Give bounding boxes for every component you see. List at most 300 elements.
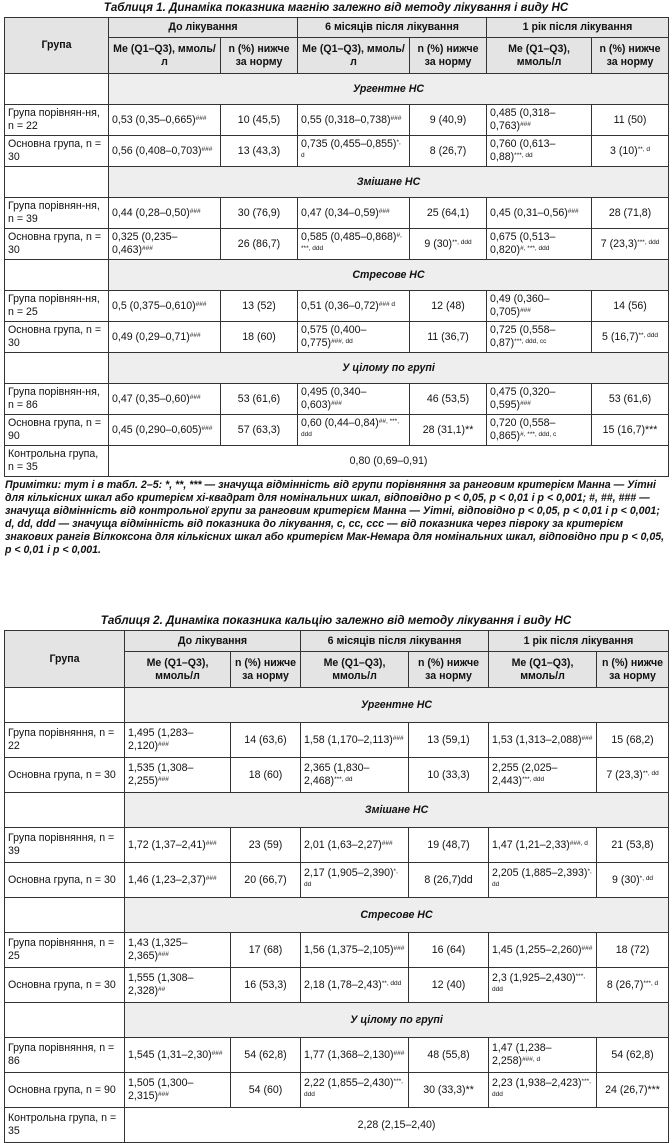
significance-marker: #, ***, ddd, c bbox=[520, 431, 557, 439]
group-cell bbox=[5, 260, 109, 291]
group-cell: Основна група, n = 30 bbox=[5, 968, 125, 1003]
cell-value: 0,47 (0,34–0,59) bbox=[301, 206, 379, 219]
cell-value: 2,365 (1,830–2,468) bbox=[304, 762, 370, 788]
section-title: Ургентне НС bbox=[125, 688, 669, 723]
significance-marker: ### bbox=[195, 114, 207, 122]
count-cell bbox=[221, 415, 298, 446]
table-row bbox=[5, 933, 669, 968]
cell-value: 0,45 (0,290–0,605) bbox=[112, 423, 202, 436]
count-cell bbox=[597, 1073, 669, 1108]
significance-marker: ### bbox=[381, 839, 393, 847]
cell-value: 0,735 (0,455–0,855) bbox=[301, 138, 397, 151]
cell-value: 16 (53,3) bbox=[244, 978, 287, 991]
table2-caption: Таблиця 2. Динаміка показника кальцію залежно від методу лікування і виду НС bbox=[100, 614, 572, 628]
section-row bbox=[5, 353, 669, 384]
significance-marker: ### bbox=[211, 1049, 223, 1057]
count-cell bbox=[221, 291, 298, 322]
cell-value: 0,49 (0,29–0,71) bbox=[112, 330, 190, 343]
cell-value: 15 (16,7)*** bbox=[602, 423, 658, 436]
cell-value: 2,01 (1,63–2,27) bbox=[304, 838, 382, 851]
cell-value: 2,17 (1,905–2,390) bbox=[304, 867, 394, 880]
median-cell bbox=[298, 322, 410, 353]
control-label: Контрольна група, n = 35 bbox=[5, 446, 109, 477]
cell-value: 0,55 (0,318–0,738) bbox=[301, 113, 391, 126]
median-cell bbox=[301, 723, 409, 758]
significance-marker: **, d bbox=[637, 145, 651, 153]
count-cell bbox=[409, 828, 489, 863]
group-cell: Основна група, n = 30 bbox=[5, 229, 109, 260]
cell-value: 54 (60) bbox=[248, 1083, 283, 1096]
table-row bbox=[5, 198, 669, 229]
count-cell bbox=[592, 105, 669, 136]
significance-marker: ### d bbox=[378, 300, 396, 308]
header-before: До лікування bbox=[109, 18, 298, 38]
table2 bbox=[4, 630, 669, 1143]
significance-marker: **, ddd bbox=[452, 238, 472, 246]
significance-marker: ### bbox=[189, 331, 201, 339]
header-1-year: 1 рік після лікування bbox=[487, 18, 669, 38]
table-row bbox=[5, 758, 669, 793]
cell-value: 1,72 (1,37–2,41) bbox=[128, 838, 206, 851]
significance-marker: ### bbox=[392, 734, 404, 742]
count-cell bbox=[597, 758, 669, 793]
significance-marker: ### bbox=[393, 1049, 405, 1057]
count-cell bbox=[410, 229, 487, 260]
cell-value: 10 (33,3) bbox=[427, 768, 470, 781]
group-cell bbox=[5, 688, 125, 723]
group-cell: Основна група, n = 30 bbox=[5, 863, 125, 898]
median-cell bbox=[489, 1038, 597, 1073]
count-cell bbox=[231, 863, 301, 898]
header-me: Me (Q1–Q3), ммоль/л bbox=[298, 38, 410, 74]
cell-value: 2,255 (2,025–2,443) bbox=[492, 762, 558, 788]
count-cell bbox=[221, 136, 298, 167]
header-me: Me (Q1–Q3), ммоль/л bbox=[109, 38, 221, 74]
cell-value: 3 (10) bbox=[610, 144, 638, 157]
table1 bbox=[4, 17, 669, 477]
cell-value: 13 (43,3) bbox=[237, 144, 281, 157]
cell-value: 1,43 (1,325–2,365) bbox=[128, 937, 188, 963]
median-cell bbox=[298, 105, 410, 136]
header-me: Me (Q1–Q3), ммоль/л bbox=[489, 652, 597, 688]
count-cell bbox=[410, 198, 487, 229]
cell-value: 0,720 (0,558–0,865) bbox=[490, 417, 556, 443]
cell-value: 19 (48,7) bbox=[427, 838, 470, 851]
median-cell bbox=[109, 229, 221, 260]
cell-value: 0,325 (0,235–0,463) bbox=[112, 231, 178, 257]
cell-value: 1,77 (1,368–2,130) bbox=[304, 1048, 394, 1061]
count-cell bbox=[410, 105, 487, 136]
cell-value: 30 (33,3)** bbox=[423, 1083, 474, 1096]
cell-value: 0,675 (0,513–0,820) bbox=[490, 231, 556, 257]
significance-marker: ***, dd bbox=[514, 152, 533, 160]
section-title: Стресове НС bbox=[109, 260, 669, 291]
cell-value: 0,475 (0,320–0,595) bbox=[490, 386, 556, 412]
cell-value: 0,47 (0,35–0,60) bbox=[112, 392, 190, 405]
significance-marker: ### bbox=[520, 307, 531, 315]
cell-value: 1,535 (1,308–2,255) bbox=[128, 762, 194, 788]
section-row bbox=[5, 898, 669, 933]
significance-marker: ### bbox=[393, 944, 405, 952]
notes-text: тут і в табл. 2–5: *, **, *** — значуща відмінність від групи порівняння за ранговим критерієм Манна — Уітні для кількісних шкал або критерієм хі-квадрат для номінальних шкал, відповідно p < 0,05, p < 0,01 і p < 0,001; #, ##, ### — значуща відмінність від контрольної групи за ранговим критерієм Манна — Уітні, відповідно p < 0,05, p < 0,01 і p < 0,001; d, dd, ddd — значуща відмінність від показника до лікування, c, cc, ccc — від показника через півроку за критерієм знакових рангів Вілкоксона для кількісних шкал або критерієм Мак-Немара для номінальних шкал, відповідно при p < 0,05, p < 0,01 і p < 0,001. bbox=[5, 479, 665, 557]
cell-value: 17 (68) bbox=[248, 943, 283, 956]
median-cell bbox=[109, 291, 221, 322]
control-label: Контрольна група, n = 35 bbox=[5, 1108, 125, 1143]
median-cell bbox=[298, 136, 410, 167]
section-title: Ургентне НС bbox=[109, 74, 669, 105]
count-cell bbox=[592, 136, 669, 167]
significance-marker: ### bbox=[158, 776, 169, 784]
significance-marker: ### bbox=[520, 400, 531, 408]
significance-marker: ### bbox=[158, 741, 169, 749]
header-group: Група bbox=[5, 18, 109, 74]
significance-marker: ### bbox=[581, 734, 593, 742]
count-cell bbox=[597, 723, 669, 758]
cell-value: 0,44 (0,28–0,50) bbox=[112, 206, 190, 219]
cell-value: 1,45 (1,255–2,260) bbox=[492, 943, 582, 956]
count-cell bbox=[231, 1073, 301, 1108]
group-cell: Група порівняння, n = 22 bbox=[5, 723, 125, 758]
header-n: n (%) нижче за норму bbox=[231, 652, 301, 688]
count-cell bbox=[231, 933, 301, 968]
significance-marker: **, dd bbox=[642, 769, 659, 777]
count-cell bbox=[221, 105, 298, 136]
significance-marker: ### bbox=[378, 207, 390, 215]
header-n: n (%) нижче за норму bbox=[592, 38, 669, 74]
count-cell bbox=[597, 1038, 669, 1073]
cell-value: 48 (55,8) bbox=[427, 1048, 470, 1061]
control-row bbox=[5, 1108, 669, 1143]
section-title: Стресове НС bbox=[125, 898, 669, 933]
median-cell bbox=[489, 723, 597, 758]
cell-value: 54 (62,8) bbox=[611, 1048, 654, 1061]
cell-value: 24 (26,7)*** bbox=[605, 1083, 660, 1096]
count-cell bbox=[409, 863, 489, 898]
header-n: n (%) нижче за норму bbox=[409, 652, 489, 688]
cell-value: 0,5 (0,375–0,610) bbox=[112, 299, 196, 312]
significance-marker: ***, d bbox=[643, 979, 659, 987]
median-cell bbox=[301, 933, 409, 968]
section-row bbox=[5, 688, 669, 723]
table-row bbox=[5, 828, 669, 863]
count-cell bbox=[231, 758, 301, 793]
cell-value: 0,585 (0,485–0,868) bbox=[301, 231, 397, 244]
cell-value: 14 (63,6) bbox=[244, 733, 287, 746]
significance-marker: ### bbox=[331, 400, 342, 408]
significance-marker: *, dd bbox=[639, 874, 654, 882]
median-cell bbox=[301, 828, 409, 863]
significance-marker: ##, ***, ddd bbox=[301, 418, 400, 439]
median-cell bbox=[298, 229, 410, 260]
median-cell bbox=[125, 758, 231, 793]
cell-value: 2,205 (1,885–2,393) bbox=[492, 867, 588, 880]
significance-marker: ###, dd bbox=[331, 338, 353, 346]
significance-marker: ###, d bbox=[522, 1056, 541, 1064]
cell-value: 0,60 (0,44–0,84) bbox=[301, 417, 379, 430]
significance-marker: ***, ddd, cc bbox=[514, 338, 547, 346]
header-1-year: 1 рік після лікування bbox=[489, 631, 669, 652]
median-cell bbox=[301, 863, 409, 898]
cell-value: 9 (30) bbox=[424, 237, 453, 250]
cell-value: 0,760 (0,613–0,88) bbox=[490, 138, 556, 164]
count-cell bbox=[410, 136, 487, 167]
cell-value: 5 (16,7) bbox=[602, 330, 639, 343]
control-value: 2,28 (2,15–2,40) bbox=[125, 1108, 669, 1143]
header-6-months: 6 місяців після лікування bbox=[298, 18, 487, 38]
table-row bbox=[5, 105, 669, 136]
median-cell bbox=[109, 384, 221, 415]
significance-marker: ### bbox=[158, 1091, 169, 1099]
group-cell bbox=[5, 793, 125, 828]
significance-marker: ### bbox=[201, 424, 213, 432]
median-cell bbox=[489, 968, 597, 1003]
table-row bbox=[5, 229, 669, 260]
significance-marker: ***, ddd bbox=[492, 1078, 591, 1099]
count-cell bbox=[597, 828, 669, 863]
median-cell bbox=[487, 384, 592, 415]
significance-marker: #, ***, ddd bbox=[520, 245, 550, 253]
median-cell bbox=[487, 136, 592, 167]
median-cell bbox=[125, 1073, 231, 1108]
significance-marker: ### bbox=[189, 393, 201, 401]
cell-value: 53 (61,6) bbox=[608, 392, 652, 405]
table1-notes bbox=[5, 479, 667, 557]
cell-value: 28 (71,8) bbox=[608, 206, 652, 219]
cell-value: 1,46 (1,23–2,37) bbox=[128, 873, 206, 886]
cell-value: 1,47 (1,21–2,33) bbox=[492, 838, 570, 851]
cell-value: 0,56 (0,408–0,703) bbox=[112, 144, 202, 157]
control-row bbox=[5, 446, 669, 477]
group-cell bbox=[5, 167, 109, 198]
group-cell bbox=[5, 1003, 125, 1038]
table-row bbox=[5, 863, 669, 898]
group-cell: Група порівнян-ня, n = 86 bbox=[5, 384, 109, 415]
group-cell: Основна група, n = 30 bbox=[5, 322, 109, 353]
significance-marker: ### bbox=[205, 839, 217, 847]
cell-value: 1,495 (1,283–2,120) bbox=[128, 727, 194, 753]
count-cell bbox=[597, 863, 669, 898]
significance-marker: ### bbox=[205, 874, 217, 882]
median-cell bbox=[489, 828, 597, 863]
median-cell bbox=[109, 322, 221, 353]
cell-value: 18 (60) bbox=[248, 768, 283, 781]
median-cell bbox=[125, 1038, 231, 1073]
median-cell bbox=[298, 384, 410, 415]
count-cell bbox=[409, 1038, 489, 1073]
section-row bbox=[5, 167, 669, 198]
significance-marker: ### bbox=[142, 245, 153, 253]
table-row bbox=[5, 968, 669, 1003]
significance-marker: ### bbox=[390, 114, 402, 122]
cell-value: 18 (72) bbox=[615, 943, 650, 956]
header-group: Група bbox=[5, 631, 125, 688]
median-cell bbox=[298, 198, 410, 229]
cell-value: 0,45 (0,31–0,56) bbox=[490, 206, 568, 219]
median-cell bbox=[489, 1073, 597, 1108]
count-cell bbox=[231, 968, 301, 1003]
group-cell bbox=[5, 353, 109, 384]
median-cell bbox=[301, 758, 409, 793]
significance-marker: *, d bbox=[301, 139, 401, 160]
control-value: 0,80 (0,69–0,91) bbox=[109, 446, 669, 477]
count-cell bbox=[592, 198, 669, 229]
significance-marker: **, ddd bbox=[381, 979, 402, 987]
significance-marker: *, dd bbox=[492, 868, 592, 889]
cell-value: 1,53 (1,313–2,088) bbox=[492, 733, 582, 746]
cell-value: 12 (40) bbox=[431, 978, 466, 991]
count-cell bbox=[592, 384, 669, 415]
median-cell bbox=[298, 291, 410, 322]
cell-value: 25 (64,1) bbox=[426, 206, 470, 219]
cell-value: 23 (59) bbox=[248, 838, 283, 851]
section-row bbox=[5, 1003, 669, 1038]
table-row bbox=[5, 384, 669, 415]
section-row bbox=[5, 74, 669, 105]
cell-value: 21 (53,8) bbox=[611, 838, 654, 851]
cell-value: 53 (61,6) bbox=[237, 392, 281, 405]
median-cell bbox=[301, 1038, 409, 1073]
cell-value: 2,23 (1,938–2,423) bbox=[492, 1077, 582, 1090]
cell-value: 20 (66,7) bbox=[244, 873, 287, 886]
table-row bbox=[5, 723, 669, 758]
cell-value: 0,575 (0,400–0,775) bbox=[301, 324, 367, 350]
count-cell bbox=[221, 198, 298, 229]
header-me: Me (Q1–Q3), ммоль/л bbox=[301, 652, 409, 688]
median-cell bbox=[487, 105, 592, 136]
table-row bbox=[5, 322, 669, 353]
cell-value: 0,51 (0,36–0,72) bbox=[301, 299, 379, 312]
significance-marker: #, ***, ddd bbox=[301, 232, 402, 253]
median-cell bbox=[489, 863, 597, 898]
cell-value: 2,18 (1,78–2,43) bbox=[304, 978, 382, 991]
count-cell bbox=[410, 415, 487, 446]
count-cell bbox=[592, 322, 669, 353]
median-cell bbox=[487, 415, 592, 446]
cell-value: 0,485 (0,318–0,763) bbox=[490, 107, 556, 133]
cell-value: 18 (60) bbox=[242, 330, 276, 343]
cell-value: 8 (26,7) bbox=[606, 978, 644, 991]
count-cell bbox=[597, 933, 669, 968]
significance-marker: ### bbox=[195, 300, 207, 308]
median-cell bbox=[125, 828, 231, 863]
group-cell: Основна група, n = 90 bbox=[5, 1073, 125, 1108]
significance-marker: *, dd bbox=[304, 868, 398, 889]
table-row bbox=[5, 291, 669, 322]
count-cell bbox=[592, 415, 669, 446]
count-cell bbox=[409, 968, 489, 1003]
count-cell bbox=[221, 384, 298, 415]
median-cell bbox=[125, 723, 231, 758]
cell-value: 13 (52) bbox=[242, 299, 276, 312]
significance-marker: ### bbox=[158, 951, 169, 959]
median-cell bbox=[109, 198, 221, 229]
cell-value: 1,545 (1,31–2,30) bbox=[128, 1048, 212, 1061]
cell-value: 30 (76,9) bbox=[237, 206, 281, 219]
significance-marker: ***, ddd bbox=[492, 973, 586, 994]
cell-value: 1,505 (1,300–2,315) bbox=[128, 1077, 194, 1103]
significance-marker: ### bbox=[201, 145, 213, 153]
count-cell bbox=[409, 1073, 489, 1108]
cell-value: 1,56 (1,375–2,105) bbox=[304, 943, 394, 956]
significance-marker: ***, dd bbox=[334, 776, 353, 784]
section-title: Змішане НС bbox=[109, 167, 669, 198]
group-cell: Основна група, n = 30 bbox=[5, 136, 109, 167]
cell-value: 9 (40,9) bbox=[429, 113, 467, 126]
group-cell: Група порівняння, n = 86 bbox=[5, 1038, 125, 1073]
count-cell bbox=[410, 291, 487, 322]
median-cell bbox=[109, 136, 221, 167]
count-cell bbox=[410, 322, 487, 353]
cell-value: 57 (63,3) bbox=[237, 423, 281, 436]
significance-marker: **, ddd bbox=[638, 331, 659, 339]
group-cell: Група порівняння, n = 25 bbox=[5, 933, 125, 968]
cell-value: 9 (30) bbox=[611, 873, 640, 886]
table1-caption: Таблиця 1. Динаміка показника магнію залежно від методу лікування і виду НС bbox=[103, 1, 569, 14]
header-n: n (%) нижче за норму bbox=[221, 38, 298, 74]
significance-marker: ### bbox=[189, 207, 201, 215]
group-cell: Основна група, n = 90 bbox=[5, 415, 109, 446]
cell-value: 1,555 (1,308–2,328) bbox=[128, 972, 194, 998]
count-cell bbox=[231, 1038, 301, 1073]
significance-marker: ***, ddd bbox=[637, 238, 660, 246]
section-title: У цілому по групі bbox=[125, 1003, 669, 1038]
significance-marker: ***, ddd bbox=[522, 776, 545, 784]
median-cell bbox=[489, 933, 597, 968]
median-cell bbox=[301, 1073, 409, 1108]
header-6-months: 6 місяців після лікування bbox=[301, 631, 489, 652]
group-cell bbox=[5, 898, 125, 933]
cell-value: 12 (48) bbox=[431, 299, 465, 312]
group-cell bbox=[5, 74, 109, 105]
table-row bbox=[5, 1073, 669, 1108]
cell-value: 7 (23,3) bbox=[600, 237, 638, 250]
count-cell bbox=[409, 933, 489, 968]
cell-value: 26 (86,7) bbox=[237, 237, 281, 250]
cell-value: 16 (64) bbox=[431, 943, 466, 956]
cell-value: 0,495 (0,340–0,603) bbox=[301, 386, 367, 412]
cell-value: 0,49 (0,360–0,705) bbox=[490, 293, 550, 319]
header-n: n (%) нижче за норму bbox=[410, 38, 487, 74]
table-row bbox=[5, 1038, 669, 1073]
count-cell bbox=[592, 291, 669, 322]
cell-value: 2,22 (1,855–2,430) bbox=[304, 1077, 394, 1090]
median-cell bbox=[298, 415, 410, 446]
cell-value: 8 (26,7)dd bbox=[424, 873, 473, 886]
section-title: Змішане НС bbox=[125, 793, 669, 828]
median-cell bbox=[489, 758, 597, 793]
cell-value: 11 (36,7) bbox=[427, 330, 469, 343]
cell-value: 1,58 (1,170–2,113) bbox=[304, 733, 393, 746]
cell-value: 8 (26,7) bbox=[429, 144, 467, 157]
count-cell bbox=[410, 384, 487, 415]
notes-label: Примітки: bbox=[5, 479, 62, 492]
cell-value: 11 (50) bbox=[613, 113, 647, 126]
cell-value: 7 (23,3) bbox=[606, 768, 643, 781]
group-cell: Група порівняння, n = 39 bbox=[5, 828, 125, 863]
count-cell bbox=[592, 229, 669, 260]
header-n: n (%) нижче за норму bbox=[597, 652, 669, 688]
cell-value: 13 (59,1) bbox=[427, 733, 470, 746]
group-cell: Група порівнян-ня, n = 22 bbox=[5, 105, 109, 136]
median-cell bbox=[125, 863, 231, 898]
median-cell bbox=[109, 415, 221, 446]
table-row bbox=[5, 415, 669, 446]
cell-value: 10 (45,5) bbox=[237, 113, 281, 126]
median-cell bbox=[125, 968, 231, 1003]
count-cell bbox=[597, 968, 669, 1003]
cell-value: 15 (68,2) bbox=[611, 733, 654, 746]
section-title: У цілому по групі bbox=[109, 353, 669, 384]
